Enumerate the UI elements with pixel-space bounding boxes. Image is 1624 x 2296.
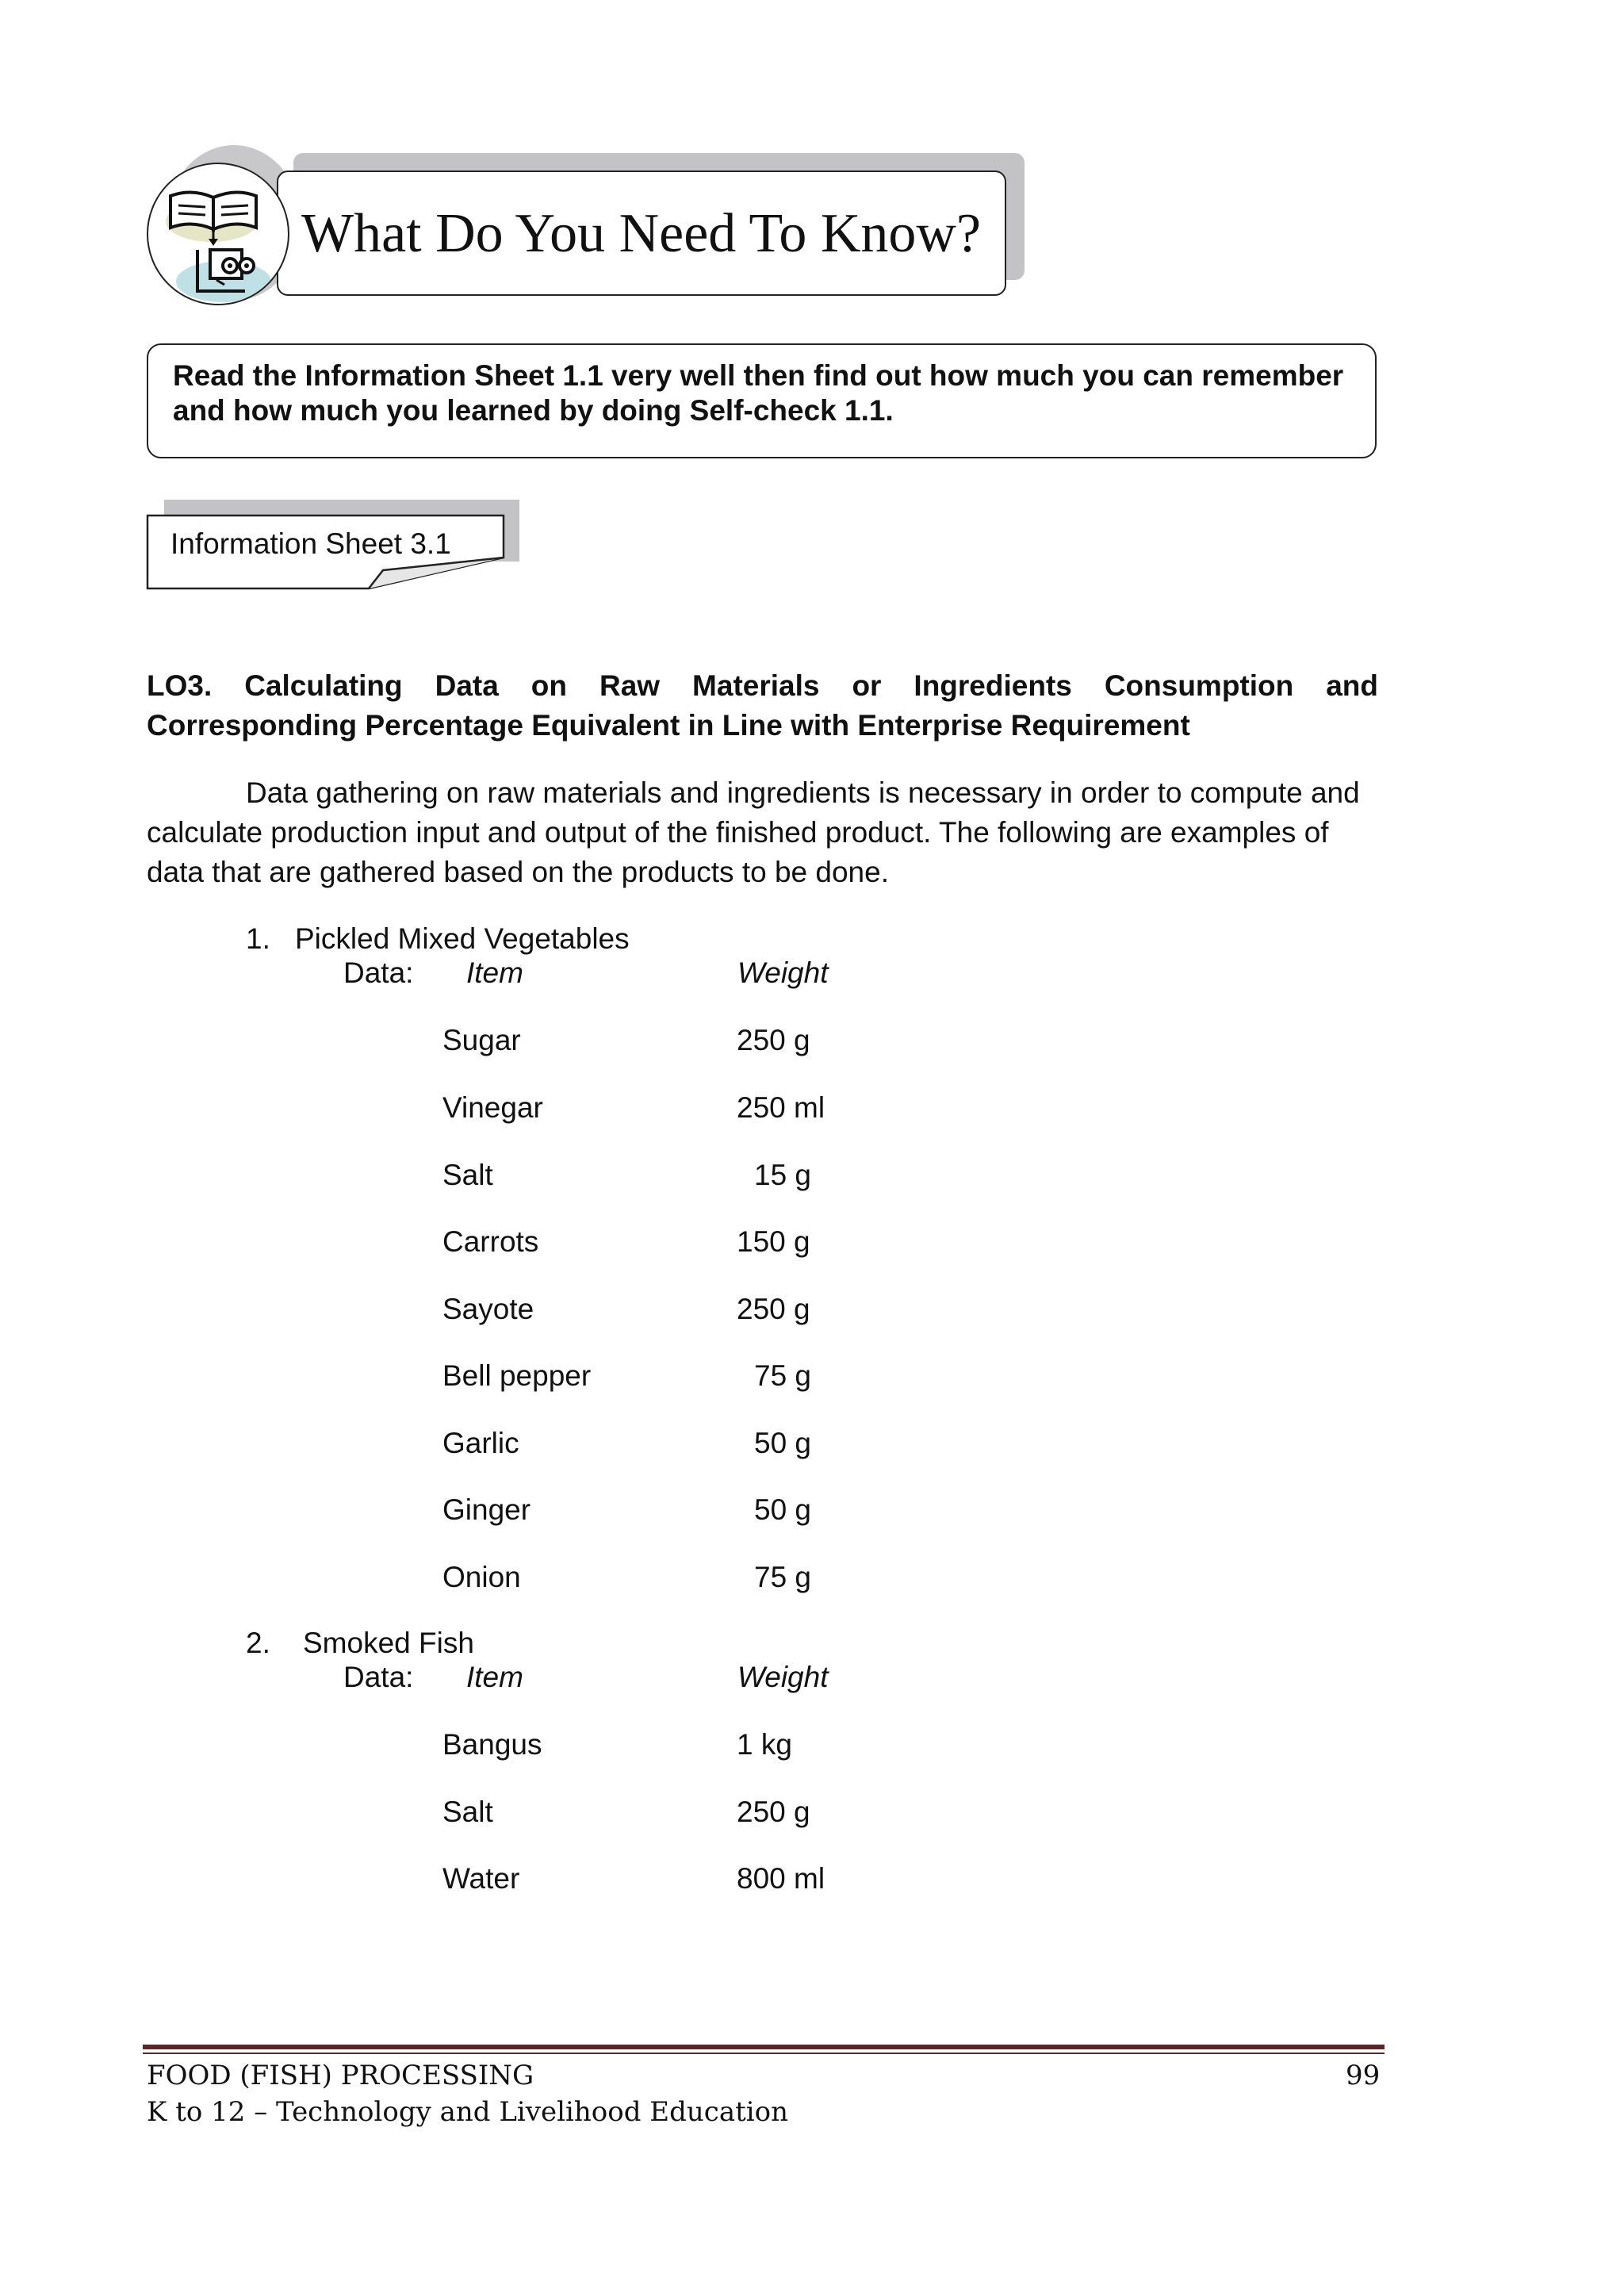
footer-rule [143,2045,1385,2049]
data-label: Data: [343,1661,414,1693]
footer-rule-thin [143,2053,1385,2054]
table-cell-weight: 250 g [737,1796,810,1828]
table-cell-weight: 75 g [754,1561,812,1593]
table-cell-weight: 150 g [737,1225,810,1258]
table-cell-item: Vinegar [442,1091,543,1124]
instruction-text: Read the Information Sheet 1.1 very well then find out how much you can remember and how much you learned by doing Self-check 1.1. [173,359,1344,427]
table-cell-item: Onion [442,1561,521,1593]
column-header-item: Item [466,956,523,989]
lo-heading-line1: LO3. Calculating Data on Raw Materials or Ingredients Consumption and [147,669,1378,702]
table-cell-weight: 800 ml [737,1862,825,1895]
column-header-weight: Weight [737,956,829,989]
table-cell-weight: 250 g [737,1293,810,1325]
column-header-item: Item [466,1661,523,1693]
table-cell-item: Bangus [442,1728,542,1761]
product-number: 1. [246,922,270,955]
table-cell-item: Ginger [442,1493,531,1526]
table-cell-item: Salt [442,1796,493,1828]
footer-program: K to 12 – Technology and Livelihood Education [147,2096,788,2128]
product-name: Pickled Mixed Vegetables [295,922,630,955]
product-number: 2. [246,1627,270,1659]
table-cell-item: Water [442,1862,520,1895]
reader-with-book-icon [147,163,289,305]
data-label: Data: [343,956,414,989]
table-cell-item: Garlic [442,1427,519,1459]
lo-heading-line2: Corresponding Percentage Equivalent in Line with Enterprise Requirement [147,709,1190,742]
table-cell-item: Carrots [442,1225,539,1258]
info-sheet-label: Information Sheet 3.1 [170,527,451,560]
table-cell-item: Sayote [442,1293,534,1325]
table-cell-item: Sugar [442,1024,521,1056]
product-name: Smoked Fish [303,1627,474,1659]
column-header-weight: Weight [737,1661,829,1693]
page-title: What Do You Need To Know? [301,203,982,264]
intro-paragraph: Data gathering on raw materials and ingredients is necessary in order to compute and calculate production input and output of the finished product. The following are examples of data that are gathered based on the products to be done. [147,776,1360,888]
page-number: 99 [1346,2060,1381,2091]
table-cell-weight: 250 g [737,1024,810,1056]
table-cell-weight: 15 g [754,1159,812,1191]
table-cell-weight: 50 g [754,1493,812,1526]
table-cell-weight: 1 kg [737,1728,792,1761]
lo-heading [147,666,1378,746]
table-cell-weight: 250 ml [737,1091,825,1124]
table-cell-weight: 75 g [754,1359,812,1392]
table-cell-item: Bell pepper [442,1359,592,1392]
footer-subject: FOOD (FISH) PROCESSING [147,2060,534,2091]
table-cell-weight: 50 g [754,1427,812,1459]
table-cell-item: Salt [442,1159,493,1191]
